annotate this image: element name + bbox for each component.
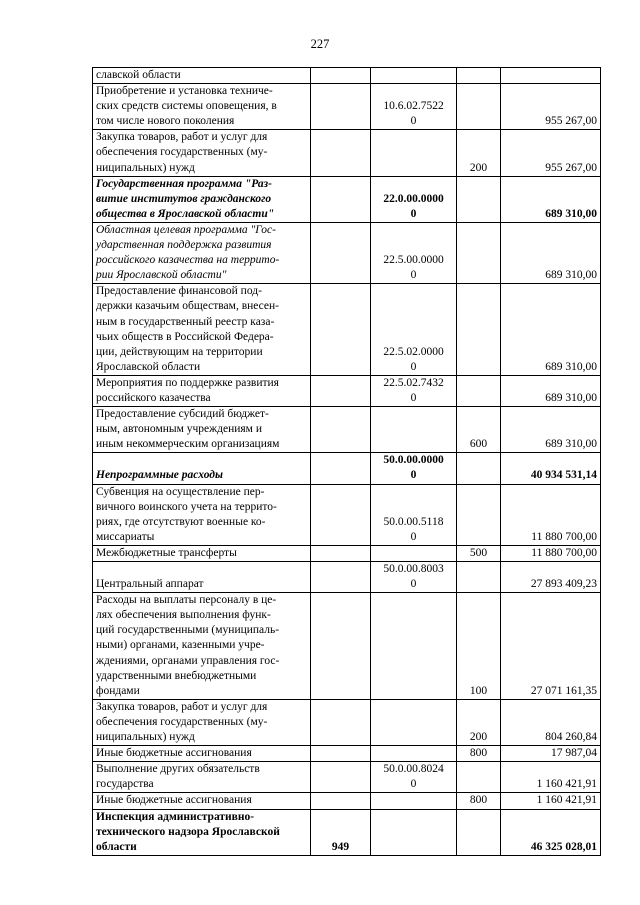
item-name-cell-text: Мероприятия по поддержке развития российского казачества xyxy=(96,376,279,404)
item-name-cell xyxy=(93,130,311,176)
item-name-cell xyxy=(93,375,311,406)
expense-type-cell xyxy=(457,793,501,809)
department-code-cell xyxy=(311,593,371,700)
expense-type-cell xyxy=(457,545,501,561)
item-name-cell xyxy=(93,284,311,376)
department-code-cell xyxy=(311,562,371,593)
department-code-cell xyxy=(311,793,371,809)
item-name-cell-text: Государственная программа "Раз- витие институтов гражданского общества в Ярославской области" xyxy=(96,177,275,220)
table-row xyxy=(93,222,601,283)
amount-cell xyxy=(501,130,601,176)
item-name-cell xyxy=(93,84,311,130)
item-name-cell-text: Иные бюджетные ассигнования xyxy=(96,747,252,760)
table-row xyxy=(93,176,601,222)
item-name-cell-text: Непрограммные расходы xyxy=(96,469,223,482)
table-row xyxy=(93,762,601,793)
budget-table xyxy=(92,67,601,856)
amount-cell xyxy=(501,284,601,376)
item-name-cell xyxy=(93,484,311,545)
expense-type-cell xyxy=(457,68,501,84)
table-row xyxy=(93,484,601,545)
expense-type-cell xyxy=(457,762,501,793)
target-article-cell-text: 50.0.00.8024 0 xyxy=(383,763,444,791)
amount-cell xyxy=(501,484,601,545)
table-row xyxy=(93,453,601,484)
target-article-cell-text: 10.6.02.7522 0 xyxy=(383,100,444,128)
table-row xyxy=(93,699,601,745)
target-article-cell-text: 22.0.00.0000 0 xyxy=(383,192,444,220)
department-code-cell-text: 949 xyxy=(331,840,350,853)
amount-cell-text: 689 310,00 xyxy=(545,360,597,373)
item-name-cell xyxy=(93,793,311,809)
target-article-cell xyxy=(371,699,457,745)
amount-cell xyxy=(501,699,601,745)
target-article-cell xyxy=(371,484,457,545)
amount-cell-text: 689 310,00 xyxy=(545,207,597,220)
item-name-cell-text: Закупка товаров, работ и услуг для обеспечения государственных (му- ниципальных) нужд xyxy=(96,700,268,744)
item-name-cell xyxy=(93,593,311,700)
expense-type-cell xyxy=(457,222,501,283)
department-code-cell xyxy=(311,545,371,561)
expense-type-cell xyxy=(457,284,501,376)
expense-type-cell xyxy=(457,809,501,855)
amount-cell xyxy=(501,375,601,406)
table-row xyxy=(93,68,601,84)
expense-type-cell xyxy=(457,130,501,176)
amount-cell xyxy=(501,68,601,84)
department-code-cell xyxy=(311,809,371,855)
table-row xyxy=(93,746,601,762)
item-name-cell xyxy=(93,699,311,745)
department-code-cell xyxy=(311,453,371,484)
table-row xyxy=(93,84,601,130)
expense-type-cell-text: 200 xyxy=(469,731,488,744)
amount-cell-text: 689 310,00 xyxy=(545,438,597,451)
target-article-cell-text: 22.5.00.0000 0 xyxy=(383,254,444,282)
item-name-cell-text: Выполнение других обязательств государства xyxy=(96,763,260,791)
expense-type-cell xyxy=(457,593,501,700)
target-article-cell xyxy=(371,375,457,406)
amount-cell-text: 689 310,00 xyxy=(545,269,597,282)
amount-cell xyxy=(501,593,601,700)
target-article-cell-text: 22.5.02.7432 0 xyxy=(383,376,444,404)
table-row xyxy=(93,407,601,453)
table-row xyxy=(93,593,601,700)
amount-cell-text: 11 880 700,00 xyxy=(531,530,597,543)
item-name-cell-text: Предоставление финансовой под- держки казачьим обществам, внесен- ным в государственный реестр каза- чьих обществ в Российской Федера- ции, действующим на территории Ярославской области xyxy=(96,285,280,373)
expense-type-cell-text: 200 xyxy=(469,161,488,174)
item-name-cell xyxy=(93,762,311,793)
table-row xyxy=(93,809,601,855)
amount-cell-text: 1 160 421,91 xyxy=(536,778,597,791)
expense-type-cell xyxy=(457,84,501,130)
amount-cell-text: 804 260,84 xyxy=(545,731,597,744)
target-article-cell xyxy=(371,68,457,84)
target-article-cell xyxy=(371,762,457,793)
item-name-cell xyxy=(93,746,311,762)
department-code-cell xyxy=(311,484,371,545)
department-code-cell xyxy=(311,284,371,376)
page-number: 227 xyxy=(310,37,330,51)
expense-type-cell xyxy=(457,484,501,545)
amount-cell xyxy=(501,562,601,593)
target-article-cell xyxy=(371,84,457,130)
item-name-cell-text: Центральный аппарат xyxy=(96,578,204,591)
amount-cell xyxy=(501,746,601,762)
budget-table-body xyxy=(93,68,601,856)
expense-type-cell-text: 800 xyxy=(469,747,488,760)
amount-cell-text: 46 325 028,01 xyxy=(530,840,597,853)
target-article-cell xyxy=(371,130,457,176)
expense-type-cell xyxy=(457,562,501,593)
amount-cell-text: 11 880 700,00 xyxy=(531,546,597,559)
department-code-cell xyxy=(311,375,371,406)
expense-type-cell xyxy=(457,176,501,222)
target-article-cell xyxy=(371,562,457,593)
amount-cell-text: 27 893 409,23 xyxy=(530,578,597,591)
amount-cell xyxy=(501,545,601,561)
amount-cell xyxy=(501,793,601,809)
department-code-cell xyxy=(311,407,371,453)
department-code-cell xyxy=(311,130,371,176)
expense-type-cell xyxy=(457,453,501,484)
item-name-cell-text: Межбюджетные трансферты xyxy=(96,546,237,559)
item-name-cell xyxy=(93,176,311,222)
amount-cell xyxy=(501,222,601,283)
item-name-cell-text: Субвенция на осуществление пер- вичного воинского учета на террито- риях, где отсутствуют военные ко- миссариаты xyxy=(96,485,277,543)
item-name-cell xyxy=(93,809,311,855)
item-name-cell-text: Закупка товаров, работ и услуг для обеспечения государственных (му- ниципальных) нужд xyxy=(96,131,268,174)
amount-cell-text: 955 267,00 xyxy=(545,161,597,174)
item-name-cell-text: Областная целевая программа "Гос- ударственная поддержка развития российского казачества на террито- рии Ярославской области" xyxy=(96,223,280,282)
amount-cell xyxy=(501,84,601,130)
table-row xyxy=(93,545,601,561)
expense-type-cell xyxy=(457,375,501,406)
item-name-cell xyxy=(93,453,311,484)
department-code-cell xyxy=(311,176,371,222)
target-article-cell-text: 50.0.00.8003 0 xyxy=(383,563,444,591)
target-article-cell xyxy=(371,407,457,453)
expense-type-cell xyxy=(457,746,501,762)
expense-type-cell-text: 600 xyxy=(469,438,488,451)
item-name-cell-text: Приобретение и установка техниче- ских средств системы оповещения, в том числе нового поколения xyxy=(96,85,277,128)
target-article-cell xyxy=(371,284,457,376)
target-article-cell xyxy=(371,545,457,561)
target-article-cell-text: 22.5.02.0000 0 xyxy=(383,345,444,373)
item-name-cell-text: Предоставление субсидий бюджет- ным, автономным учреждениям и иным некоммерческим организациям xyxy=(96,408,280,451)
amount-cell-text: 689 310,00 xyxy=(545,391,597,404)
target-article-cell xyxy=(371,593,457,700)
expense-type-cell xyxy=(457,699,501,745)
target-article-cell xyxy=(371,453,457,484)
item-name-cell-text: славской области xyxy=(96,69,181,81)
item-name-cell xyxy=(93,222,311,283)
amount-cell xyxy=(501,762,601,793)
item-name-cell-text: Иные бюджетные ассигнования xyxy=(96,794,252,807)
department-code-cell xyxy=(311,222,371,283)
expense-type-cell-text: 800 xyxy=(469,794,488,807)
department-code-cell xyxy=(311,699,371,745)
amount-cell-text: 27 071 161,35 xyxy=(530,684,597,697)
target-article-cell xyxy=(371,176,457,222)
table-row xyxy=(93,793,601,809)
amount-cell xyxy=(501,809,601,855)
amount-cell xyxy=(501,407,601,453)
amount-cell-text: 40 934 531,14 xyxy=(530,469,597,482)
table-row xyxy=(93,284,601,376)
table-row xyxy=(93,375,601,406)
amount-cell xyxy=(501,176,601,222)
expense-type-cell xyxy=(457,407,501,453)
department-code-cell xyxy=(311,68,371,84)
item-name-cell xyxy=(93,68,311,84)
target-article-cell xyxy=(371,793,457,809)
item-name-cell-text: Расходы на выплаты персоналу в це- лях обеспечения выполнения функ- ций государственными (муниципаль- ными) органами, казенными учре- ждениями, органами управления гос- ударственными внебюджетными фондами xyxy=(96,594,280,697)
item-name-cell-text: Инспекция административно- технического надзора Ярославской области xyxy=(96,810,280,853)
target-article-cell-text: 50.0.00.5118 0 xyxy=(383,515,444,543)
amount-cell-text: 1 160 421,91 xyxy=(536,794,597,807)
item-name-cell xyxy=(93,407,311,453)
target-article-cell xyxy=(371,222,457,283)
item-name-cell xyxy=(93,562,311,593)
target-article-cell xyxy=(371,746,457,762)
department-code-cell xyxy=(311,746,371,762)
table-row xyxy=(93,562,601,593)
expense-type-cell-text: 100 xyxy=(469,684,488,697)
item-name-cell xyxy=(93,545,311,561)
department-code-cell xyxy=(311,762,371,793)
department-code-cell xyxy=(311,84,371,130)
table-row xyxy=(93,130,601,176)
amount-cell xyxy=(501,453,601,484)
amount-cell-text: 955 267,00 xyxy=(545,115,597,128)
target-article-cell-text: 50.0.00.0000 0 xyxy=(383,454,444,482)
amount-cell-text: 17 987,04 xyxy=(551,747,597,760)
expense-type-cell-text: 500 xyxy=(469,546,488,559)
target-article-cell xyxy=(371,809,457,855)
